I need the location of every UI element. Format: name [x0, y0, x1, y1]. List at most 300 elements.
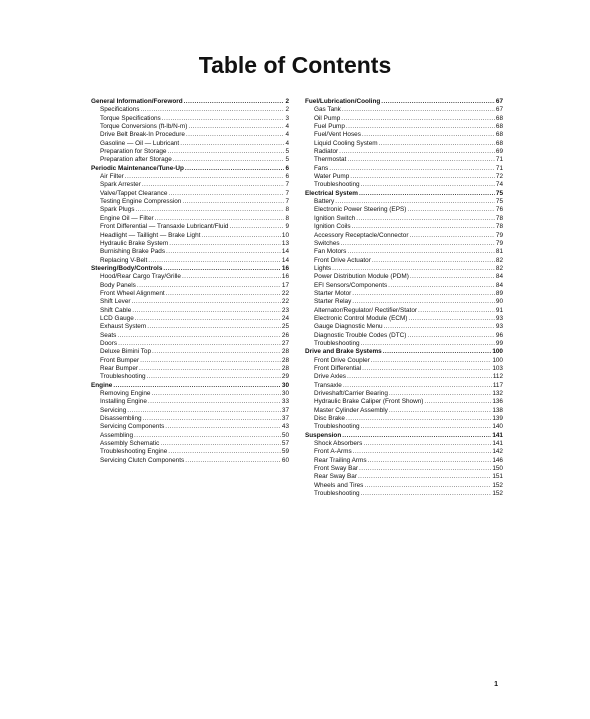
toc-entry-page: 78	[495, 214, 503, 222]
dot-leader	[352, 290, 495, 298]
dot-leader	[185, 457, 281, 465]
dot-leader	[353, 448, 492, 456]
toc-section-heading[interactable]	[91, 265, 289, 273]
toc-entry[interactable]	[305, 165, 503, 173]
dot-leader	[151, 390, 280, 398]
toc-entry[interactable]	[91, 298, 289, 306]
toc-entry-page: 37	[281, 415, 289, 423]
toc-entry[interactable]	[91, 148, 289, 156]
toc-entry[interactable]	[305, 206, 503, 214]
toc-entry-title: Accessory Receptacle/Connector	[314, 231, 409, 239]
toc-entry-page: 9	[285, 223, 289, 231]
toc-entry[interactable]	[305, 115, 503, 123]
toc-entry[interactable]	[91, 190, 289, 198]
toc-entry-page: 152	[492, 490, 503, 498]
page-title: Table of Contents	[198, 52, 392, 78]
dot-leader	[125, 173, 285, 181]
toc-entry[interactable]	[305, 340, 503, 348]
dot-leader	[180, 140, 284, 148]
toc-section-heading[interactable]	[91, 165, 289, 173]
toc-entry-page: 4	[285, 131, 289, 139]
toc-entry[interactable]	[305, 181, 503, 189]
toc-entry-title: Gas Tank	[314, 106, 341, 114]
toc-entry-title: Front Sway Bar	[314, 465, 359, 473]
toc-entry-title: Drive Belt Break-In Procedure	[100, 131, 185, 139]
toc-entry-page: 100	[492, 348, 503, 356]
toc-entry[interactable]	[91, 257, 289, 265]
toc-entry[interactable]	[91, 248, 289, 256]
dot-leader	[140, 106, 284, 114]
dot-leader	[148, 257, 281, 265]
dot-leader	[166, 290, 281, 298]
dot-leader	[127, 407, 281, 415]
toc-entry-title: Removing Engine	[100, 390, 151, 398]
toc-entry-page: 68	[495, 123, 503, 131]
toc-entry-page: 140	[492, 423, 503, 431]
dot-leader	[113, 382, 281, 390]
toc-entry-title: Front Differential — Transaxle Lubricant/Fluid	[100, 223, 229, 231]
toc-entry-title: Starter Relay	[314, 298, 352, 306]
toc-entry[interactable]	[91, 273, 289, 281]
toc-entry-page: 78	[495, 223, 503, 231]
toc-entry-page: 152	[492, 481, 503, 489]
toc-entry[interactable]	[91, 140, 289, 148]
toc-entry[interactable]	[91, 415, 289, 423]
toc-entry-title: Troubleshooting	[314, 423, 360, 431]
toc-entry-title: Installing Engine	[100, 398, 147, 406]
toc-entry[interactable]	[91, 407, 289, 415]
toc-entry[interactable]	[305, 273, 503, 281]
dot-leader	[155, 215, 285, 223]
toc-entry-page: 5	[285, 156, 289, 164]
toc-entry[interactable]	[91, 423, 289, 431]
dot-leader	[408, 315, 494, 323]
toc-entry-title: Fuel/Lubrication/Cooling	[305, 98, 381, 105]
dot-leader	[368, 457, 492, 465]
toc-entry[interactable]	[305, 198, 503, 206]
toc-entry-page: 67	[495, 98, 503, 105]
toc-entry-page: 28	[281, 365, 289, 372]
toc-entry[interactable]	[305, 232, 503, 240]
dot-leader	[135, 315, 281, 323]
toc-section-heading[interactable]	[91, 382, 289, 390]
toc-entry-title: Battery	[314, 198, 335, 206]
toc-entry[interactable]	[305, 332, 503, 340]
dot-leader	[160, 440, 281, 448]
toc-entry-page: 33	[281, 398, 289, 406]
toc-entry-page: 67	[495, 106, 503, 114]
toc-entry-page: 37	[281, 406, 289, 414]
toc-entry[interactable]	[305, 440, 503, 448]
toc-entry-title: Fuel Pump	[314, 123, 345, 131]
toc-entry-title: Front Wheel Alignment	[100, 289, 165, 297]
toc-entry-title: Disc Brake	[314, 415, 345, 423]
toc-entry-page: 141	[492, 431, 503, 439]
toc-entry[interactable]	[305, 298, 503, 306]
toc-entry-title: Preparation after Storage	[100, 156, 172, 164]
toc-entry[interactable]	[91, 156, 289, 164]
toc-entry[interactable]	[305, 473, 503, 481]
dot-leader	[148, 398, 281, 406]
toc-entry-title: Seats	[100, 331, 117, 339]
toc-entry[interactable]	[91, 307, 289, 315]
toc-entry-title: Drive and Brake Systems	[305, 348, 382, 356]
dot-leader	[363, 440, 491, 448]
toc-entry[interactable]	[91, 398, 289, 406]
toc-entry[interactable]	[91, 373, 289, 381]
toc-entry[interactable]	[305, 156, 503, 164]
toc-entry-page: 28	[281, 356, 289, 364]
toc-entry-title: Diagnostic Trouble Codes (DTC)	[314, 331, 407, 339]
toc-entry-page: 74	[495, 181, 503, 189]
toc-entry[interactable]	[305, 373, 503, 381]
toc-entry[interactable]	[305, 457, 503, 465]
toc-entry-title: EFI Sensors/Components	[314, 281, 388, 289]
toc-entry[interactable]	[91, 232, 289, 240]
dot-leader	[383, 348, 492, 356]
dot-leader	[140, 357, 281, 365]
toc-entry-title: Body Panels	[100, 281, 136, 289]
toc-entry-title: Starter Motor	[314, 289, 352, 297]
toc-entry[interactable]	[91, 448, 289, 456]
toc-entry-title: Front Bumper	[100, 356, 140, 364]
toc-entry[interactable]	[91, 348, 289, 356]
dot-leader	[364, 482, 491, 490]
toc-entry-page: 90	[495, 298, 503, 306]
dot-leader	[343, 382, 492, 390]
toc-entry[interactable]	[305, 490, 503, 498]
toc-entry-page: 139	[492, 415, 503, 423]
toc-entry-page: 30	[281, 390, 289, 398]
dot-leader	[359, 465, 491, 473]
toc-entry[interactable]	[305, 423, 503, 431]
toc-entry-page: 82	[495, 264, 503, 272]
toc-entry-page: 151	[492, 473, 503, 481]
toc-entry[interactable]	[305, 365, 503, 373]
toc-entry-title: Transaxle	[314, 381, 342, 389]
toc-entry-page: 89	[495, 289, 503, 297]
dot-leader	[342, 432, 491, 440]
toc-entry-page: 72	[495, 173, 503, 181]
toc-entry-page: 2	[285, 106, 289, 114]
dot-leader	[407, 206, 495, 214]
dot-leader	[381, 98, 495, 106]
toc-entry[interactable]	[91, 357, 289, 365]
toc-entry-page: 68	[495, 131, 503, 139]
toc-entry-title: Troubleshooting	[314, 490, 360, 498]
dot-leader	[352, 298, 495, 306]
toc-entry-page: 142	[492, 448, 503, 456]
toc-entry[interactable]	[91, 365, 289, 373]
toc-entry-title: Switches	[314, 239, 340, 247]
toc-entry[interactable]	[305, 415, 503, 423]
dot-leader	[361, 490, 492, 498]
dot-leader	[410, 273, 495, 281]
toc-entry-title: Master Cylinder Assembly	[314, 406, 388, 414]
toc-entry-page: 25	[281, 323, 289, 331]
toc-entry-title: Water Pump	[314, 173, 350, 181]
toc-entry-page: 82	[495, 256, 503, 264]
toc-entry[interactable]	[91, 198, 289, 206]
toc-entry[interactable]	[305, 148, 503, 156]
toc-entry-title: Testing Engine Compression	[100, 198, 182, 206]
toc-entry[interactable]	[305, 240, 503, 248]
toc-section-heading[interactable]	[305, 348, 503, 356]
toc-entry[interactable]	[305, 315, 503, 323]
toc-entry[interactable]	[91, 290, 289, 298]
toc-entry-page: 50	[281, 431, 289, 439]
toc-entry-title: Ignition Coils	[314, 223, 351, 231]
toc-entry[interactable]	[305, 215, 503, 223]
dot-leader	[152, 348, 281, 356]
toc-entry-title: Torque Conversions (ft-lb/N-m)	[100, 123, 188, 131]
toc-entry[interactable]	[305, 282, 503, 290]
dot-leader	[139, 365, 281, 373]
dot-leader	[229, 223, 284, 231]
toc-entry-title: Engine Oil — Filter	[100, 214, 154, 222]
toc-entry-page: 91	[495, 306, 503, 314]
toc-entry[interactable]	[91, 440, 289, 448]
toc-entry[interactable]	[91, 390, 289, 398]
toc-entry-title: Doors	[100, 339, 118, 347]
toc-entry-page: 75	[495, 198, 503, 206]
toc-entry[interactable]	[305, 265, 503, 273]
toc-entry-page: 76	[495, 206, 503, 214]
toc-entry[interactable]	[91, 457, 289, 465]
toc-entry-title: Electronic Power Steering (EPS)	[314, 206, 407, 214]
toc-entry[interactable]	[91, 323, 289, 331]
toc-entry-title: Troubleshooting	[314, 181, 360, 189]
dot-leader	[134, 432, 281, 440]
dot-leader	[335, 198, 495, 206]
toc-entry-title: Steering/Body/Controls	[91, 264, 163, 272]
dot-leader	[182, 273, 281, 281]
dot-leader	[362, 365, 491, 373]
dot-leader	[332, 265, 495, 273]
toc-entry-page: 14	[281, 248, 289, 256]
dot-leader	[356, 215, 495, 223]
toc-entry[interactable]	[305, 257, 503, 265]
toc-entry-page: 71	[495, 164, 503, 172]
toc-entry-title: Ignition Switch	[314, 214, 356, 222]
toc-entry[interactable]	[305, 407, 503, 415]
dot-leader	[361, 423, 492, 431]
toc-entry[interactable]	[91, 340, 289, 348]
toc-entry-title: Hood/Rear Cargo Tray/Grille	[100, 273, 181, 281]
toc-entry-page: 93	[495, 314, 503, 322]
toc-entry-title: Troubleshooting	[100, 373, 146, 381]
dot-leader	[407, 332, 495, 340]
dot-leader	[186, 131, 285, 139]
toc-entry-page: 6	[285, 164, 289, 172]
dot-leader	[347, 373, 492, 381]
toc-entry-page: 16	[281, 273, 289, 281]
toc-entry-title: Exhaust System	[100, 323, 147, 331]
toc-entry-title: Spark Plugs	[100, 206, 135, 214]
toc-entry-page: 75	[495, 189, 503, 197]
toc-entry[interactable]	[305, 123, 503, 131]
toc-entry-title: Shift Cable	[100, 306, 132, 314]
dot-leader	[168, 448, 281, 456]
toc-entry[interactable]	[305, 465, 503, 473]
dot-leader	[342, 106, 495, 114]
dot-leader	[339, 148, 495, 156]
toc-entry-page: 112	[492, 373, 503, 381]
toc-entry-title: Spark Arrester	[100, 181, 141, 189]
toc-entry-title: Replacing V-Belt	[100, 256, 148, 264]
toc-entry-page: 7	[285, 181, 289, 189]
toc-entry[interactable]	[91, 223, 289, 231]
toc-entry[interactable]	[305, 131, 503, 139]
toc-entry-page: 26	[281, 331, 289, 339]
toc-section-heading[interactable]	[305, 432, 503, 440]
dot-leader	[346, 415, 491, 423]
toc-entry-title: Rear Sway Bar	[314, 473, 357, 481]
toc-entry-page: 10	[281, 231, 289, 239]
toc-entry-page: 138	[492, 406, 503, 414]
dot-leader	[371, 357, 492, 365]
toc-entry[interactable]	[91, 332, 289, 340]
toc-entry[interactable]	[91, 106, 289, 114]
toc-entry-page: 8	[285, 206, 289, 214]
toc-entry[interactable]	[305, 357, 503, 365]
dot-leader	[147, 323, 281, 331]
toc-entry[interactable]	[91, 432, 289, 440]
toc-entry[interactable]	[91, 240, 289, 248]
toc-section-heading[interactable]	[305, 190, 503, 198]
toc-entry-page: 4	[285, 139, 289, 147]
toc-entry-page: 17	[281, 281, 289, 289]
toc-entry[interactable]	[91, 173, 289, 181]
dot-leader	[165, 423, 281, 431]
toc-entry-title: Assembling	[100, 431, 134, 439]
dot-leader	[352, 223, 495, 231]
toc-entry-page: 5	[285, 148, 289, 156]
toc-entry-page: 132	[492, 390, 503, 398]
dot-leader	[117, 332, 281, 340]
toc-entry-page: 84	[495, 273, 503, 281]
toc-entry[interactable]	[305, 248, 503, 256]
toc-entry[interactable]	[305, 390, 503, 398]
toc-entry[interactable]	[91, 131, 289, 139]
dot-leader	[418, 307, 495, 315]
toc-entry-title: Servicing Clutch Components	[100, 456, 185, 464]
toc-entry[interactable]	[305, 307, 503, 315]
dot-leader	[169, 240, 281, 248]
toc-entry[interactable]	[305, 140, 503, 148]
toc-entry-page: 24	[281, 314, 289, 322]
toc-entry-title: Oil Pump	[314, 114, 341, 122]
dot-leader	[184, 98, 285, 106]
dot-leader	[166, 248, 281, 256]
toc-entry[interactable]	[91, 206, 289, 214]
toc-entry[interactable]	[305, 290, 503, 298]
toc-entry-page: 23	[281, 306, 289, 314]
toc-entry-title: Periodic Maintenance/Tune-Up	[91, 164, 184, 172]
toc-entry-title: Assembly Schematic	[100, 440, 160, 448]
toc-entry-page: 99	[495, 339, 503, 347]
toc-entry-page: 141	[492, 440, 503, 448]
toc-entry-title: Drive Axles	[314, 373, 346, 381]
toc-entry-title: LCD Gauge	[100, 314, 134, 322]
toc-entry-title: Engine	[91, 381, 113, 389]
toc-entry-title: Front Drive Actuator	[314, 256, 371, 264]
toc-entry-title: Gasoline — Oil — Lubricant	[100, 139, 180, 147]
dot-leader	[358, 473, 491, 481]
dot-leader	[135, 206, 284, 214]
toc-entry[interactable]	[91, 115, 289, 123]
dot-leader	[347, 248, 495, 256]
dot-leader	[341, 115, 495, 123]
toc-entry-title: Driveshaft/Carrier Bearing	[314, 390, 388, 398]
toc-entry-page: 79	[495, 231, 503, 239]
toc-entry-page: 8	[285, 214, 289, 222]
toc-entry-page: 146	[492, 456, 503, 464]
toc-entry-page: 3	[285, 114, 289, 122]
toc-entry-page: 96	[495, 331, 503, 339]
toc-entry-page: 28	[281, 348, 289, 356]
toc-entry[interactable]	[305, 448, 503, 456]
toc-entry-title: Disassembling	[100, 415, 142, 423]
page-number: 1	[494, 681, 498, 688]
toc-entry-page: 93	[495, 323, 503, 331]
toc-entry[interactable]	[91, 215, 289, 223]
toc-entry-title: Preparation for Storage	[100, 148, 167, 156]
toc-entry-page: 100	[492, 356, 503, 364]
dot-leader	[132, 298, 281, 306]
toc-entry-title: Thermostat	[314, 156, 347, 164]
toc-entry[interactable]	[91, 181, 289, 189]
dot-leader	[379, 140, 495, 148]
dot-leader	[173, 156, 285, 164]
toc-entry[interactable]	[305, 382, 503, 390]
toc-entry-title: Valve/Tappet Clearance	[100, 189, 168, 197]
toc-entry-title: Troubleshooting	[314, 339, 360, 347]
toc-entry-title: General Information/Foreword	[91, 98, 183, 105]
toc-entry-page: 84	[495, 281, 503, 289]
toc-entry[interactable]	[305, 173, 503, 181]
toc-entry-title: Air Filter	[100, 173, 124, 181]
dot-leader	[347, 156, 495, 164]
toc-entry[interactable]	[91, 315, 289, 323]
dot-leader	[182, 198, 284, 206]
dot-leader	[341, 240, 495, 248]
toc-section-heading[interactable]	[91, 98, 289, 106]
toc-entry-title: Deluxe Bimini Top	[100, 348, 152, 356]
dot-leader	[143, 415, 281, 423]
toc-entry-title: Headlight — Taillight — Brake Light	[100, 231, 201, 239]
dot-leader	[362, 131, 495, 139]
toc-entry-page: 43	[281, 423, 289, 431]
dot-leader	[168, 190, 284, 198]
dot-leader	[163, 265, 281, 273]
dot-leader	[167, 148, 284, 156]
toc-entry[interactable]	[305, 323, 503, 331]
dot-leader	[162, 115, 285, 123]
toc-entry[interactable]	[305, 482, 503, 490]
toc-entry-title: Power Distribution Module (PDM)	[314, 273, 409, 281]
toc-entry-page: 7	[285, 189, 289, 197]
toc-entry[interactable]	[305, 223, 503, 231]
toc-entry-page: 16	[281, 264, 289, 272]
toc-section-heading[interactable]	[305, 98, 503, 106]
toc-entry[interactable]	[91, 282, 289, 290]
toc-entry-title: Rear Bumper	[100, 365, 139, 372]
toc-entry[interactable]	[305, 398, 503, 406]
toc-entry[interactable]	[305, 106, 503, 114]
toc-entry-title: Hydraulic Brake System	[100, 239, 169, 247]
toc-entry[interactable]	[91, 123, 289, 131]
